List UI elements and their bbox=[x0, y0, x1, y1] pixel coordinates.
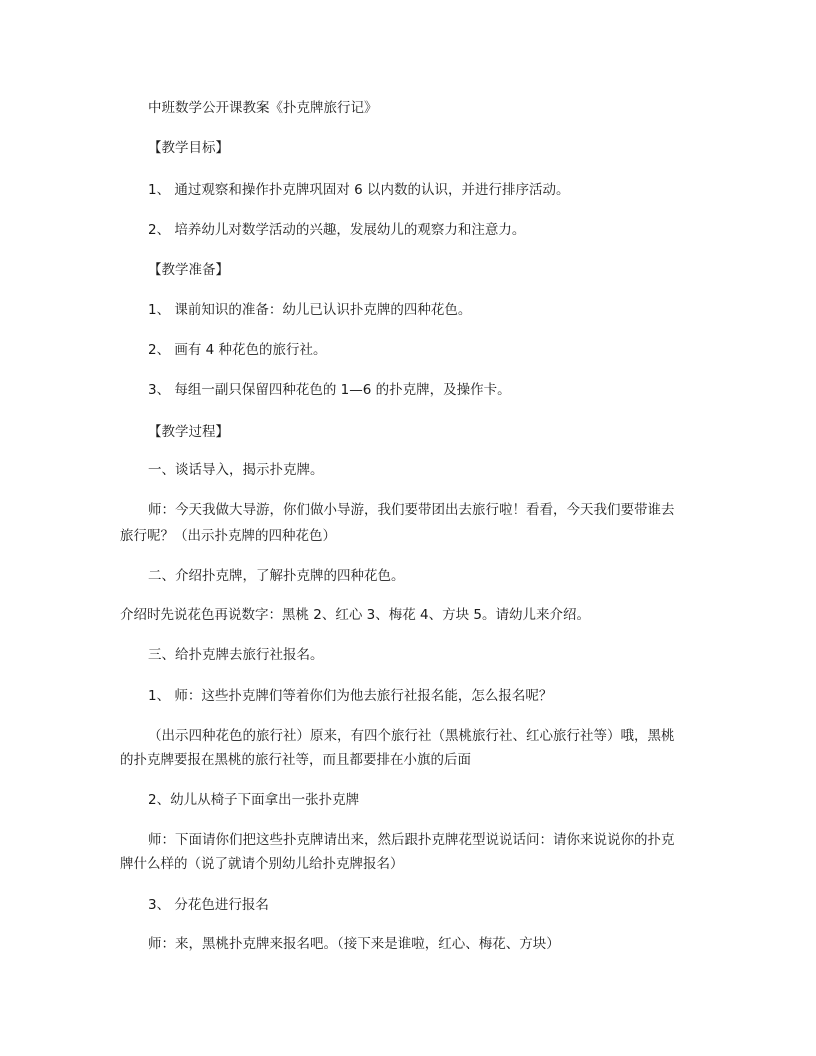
goal-item-1: 1、 通过观察和操作扑克牌巩固对 6 以内数的认识，并进行排序活动。 bbox=[148, 182, 570, 198]
process-step-3-sub1-text: （出示四种花色的旅行社）原来，有四个旅行社（黑桃旅行社、红心旅行社等）哦，黑桃 bbox=[148, 728, 675, 744]
process-step-3-sub1: 1、 师：这些扑克牌们等着你们为他去旅行社报名能，怎么报名呢？ bbox=[148, 688, 553, 704]
process-step-3-sub2: 2、幼儿从椅子下面拿出一张扑克牌 bbox=[148, 792, 360, 808]
process-step-3-sub2-text-cont: 牌什么样的（说了就请个别幼儿给扑克牌报名） bbox=[120, 856, 404, 872]
process-step-3-sub3: 3、 分花色进行报名 bbox=[148, 897, 269, 913]
process-step-3-sub2-text: 师：下面请你们把这些扑克牌请出来，然后跟扑克牌花型说说话问：请你来说说你的扑克 bbox=[148, 832, 675, 848]
section-heading-goals: 【教学目标】 bbox=[148, 140, 229, 156]
process-step-3-sub3-text: 师：来，黑桃扑克牌来报名吧。（接下来是谁啦，红心、梅花、方块） bbox=[148, 936, 560, 952]
document-title: 中班数学公开课教案《扑克牌旅行记》 bbox=[148, 100, 378, 116]
prep-item-1: 1、 课前知识的准备：幼儿已认识扑克牌的四种花色。 bbox=[148, 302, 472, 318]
prep-item-2: 2、 画有 4 种花色的旅行社。 bbox=[148, 342, 327, 358]
section-heading-process: 【教学过程】 bbox=[148, 424, 229, 440]
process-step-3-sub1-text-cont: 的扑克牌要报在黑桃的旅行社等，而且都要排在小旗的后面 bbox=[120, 752, 471, 768]
process-step-2-text: 介绍时先说花色再说数字：黑桃 2、红心 3、梅花 4、方块 5。请幼儿来介绍。 bbox=[120, 607, 591, 623]
process-step-1-text: 师：今天我做大导游，你们做小导游，我们要带团出去旅行啦！看看，今天我们要带谁去 bbox=[148, 502, 675, 518]
process-step-3-heading: 三、给扑克牌去旅行社报名。 bbox=[148, 647, 324, 663]
process-step-2-heading: 二、介绍扑克牌，了解扑克牌的四种花色。 bbox=[148, 568, 405, 584]
process-step-1-heading: 一、谈话导入，揭示扑克牌。 bbox=[148, 462, 324, 478]
prep-item-3: 3、 每组一副只保留四种花色的 1—6 的扑克牌，及操作卡。 bbox=[148, 382, 511, 398]
section-heading-prep: 【教学准备】 bbox=[148, 262, 229, 278]
goal-item-2: 2、 培养幼儿对数学活动的兴趣，发展幼儿的观察力和注意力。 bbox=[148, 222, 526, 238]
process-step-1-text-cont: 旅行呢？（出示扑克牌的四种花色） bbox=[120, 528, 336, 544]
